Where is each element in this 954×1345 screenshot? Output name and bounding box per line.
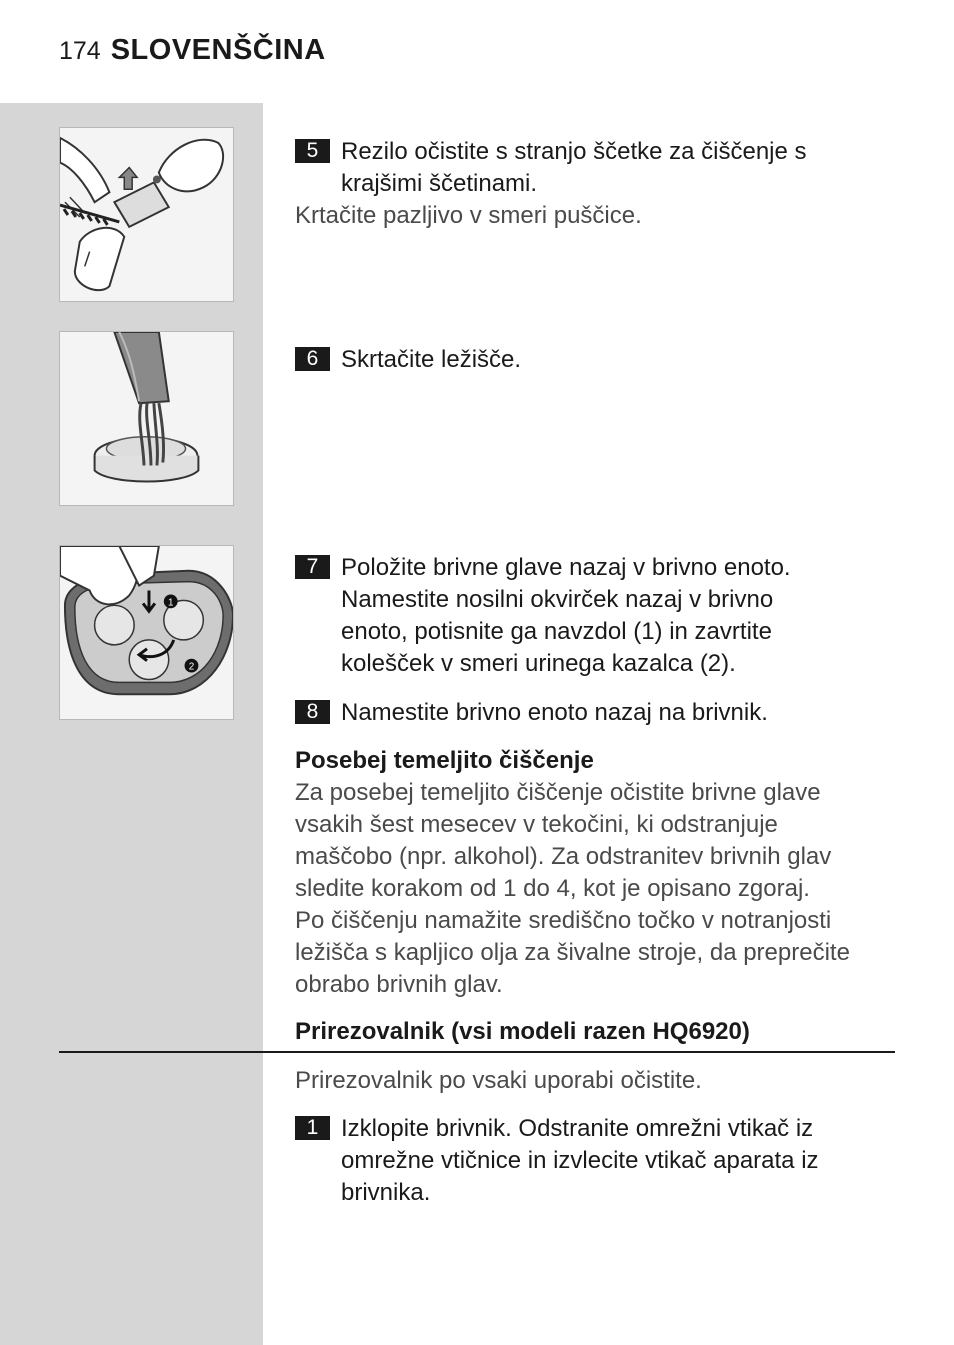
step-text: Rezilo očistite s stranjo ščetke za čiščenje s krajšimi ščetinami. [341,138,807,197]
brush-cutter-drawing [60,128,233,301]
step-5-note: Krtačite pazljivo v smeri puščice. [295,202,642,229]
marker-1: 1 [167,597,174,609]
brush-cutter-illustration [59,127,234,302]
page-header [59,34,326,74]
step-text: Skrtačite ležišče. [341,346,522,373]
step-text: Izklopite brivnik. Odstranite omrežni vtikač iz omrežne vtičnice in izvlecite vtikač aparata iz brivnika. [341,1115,819,1206]
step-7 [295,552,895,680]
page-language-title: SLOVENŠČINA [110,34,326,66]
trimmer-intro: Prirezovalnik po vsaki uporabi očistite. [295,1067,702,1094]
step-text: Namestite brivno enoto nazaj na brivnik. [341,699,768,726]
section-heading-extra-cleaning: Posebej temeljito čiščenje [295,747,594,774]
brush-chamber-drawing [60,332,233,505]
step-number-badge: 7 [295,555,330,579]
page-number: 174 [59,37,101,65]
brush-chamber-illustration [59,331,234,506]
section-divider [59,1051,895,1053]
step-8 [295,697,895,729]
step-number-badge: 5 [295,139,330,163]
marker-2: 2 [188,661,195,673]
step-number-badge: 6 [295,347,330,371]
step-number-badge: 8 [295,700,330,724]
step-6 [295,344,895,376]
section-heading-trimmer: Prirezovalnik (vsi modeli razen HQ6920) [295,1018,750,1045]
trimmer-step-1 [295,1113,895,1209]
step-5 [295,136,895,200]
step-text: Položite brivne glave nazaj v brivno enoto. Namestite nosilni okvirček nazaj v brivno enoto, potisnite ga navzdol (1) in zavrtite kolešček v smeri urinega kazalca (2). [341,554,791,677]
step-number-badge: 1 [295,1116,330,1140]
reassemble-heads-illustration [59,545,234,720]
reassemble-heads-drawing [60,546,233,719]
section-body-extra-cleaning: Za posebej temeljito čiščenje očistite brivne glave vsakih šest mesecev v tekočini, ki odstranjuje maščobo (npr. alkohol). Za odstranitev brivnih glav sledite korakom od 1 do 4, kot je opisano zgoraj. Po čiščenju namažite središčno točko v notranjosti ležišča s kapljico olja za šivalne stroje, da preprečite obrabo brivnih glav. [295,779,850,998]
